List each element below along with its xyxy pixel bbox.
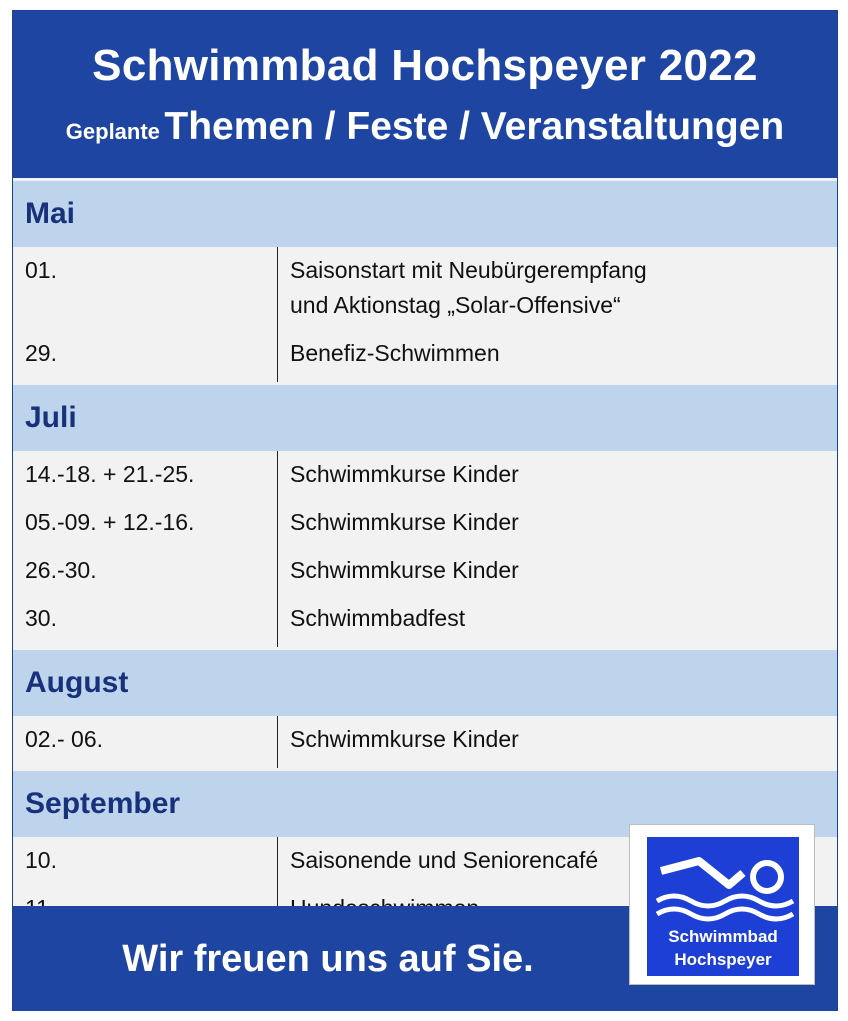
event-date: 29. [25,340,57,366]
event-description [290,843,598,878]
event-line: und Aktionstag „Solar-Offensive“ [290,292,621,318]
event-description [290,253,647,323]
logo-badge [647,837,799,976]
event-date: 26.-30. [25,557,97,583]
logo-text-line2: Hochspeyer [674,950,772,969]
event-line: Schwimmkurse Kinder [290,461,519,487]
logo-text-line1: Schwimmbad [668,927,778,946]
column-divider [277,451,278,647]
event-description [290,457,519,492]
month-events [13,247,837,382]
month-header: Mai [13,181,837,247]
event-line: Benefiz-Schwimmen [290,340,500,366]
event-description [290,505,519,540]
poster-title: Schwimmbad Hochspeyer 2022 [92,41,758,90]
event-line: Schwimmbadfest [290,605,466,631]
header-banner [13,11,837,178]
footer-text: Wir freuen uns auf Sie. [122,938,534,980]
logo [629,824,815,985]
event-date: 14.-18. + 21.-25. [25,461,195,487]
event-line: Schwimmkurse Kinder [290,726,519,752]
poster-subtitle [13,105,837,149]
event-line: Saisonende und Seniorencafé [290,847,599,873]
month-header: September [13,771,837,837]
subtitle-prefix: Geplante [65,119,160,144]
column-divider [277,716,278,768]
subtitle-main: Themen / Feste / Veranstaltungen [164,105,785,148]
month-header: August [13,650,837,716]
event-date: 10. [25,847,57,873]
event-date: 01. [25,257,57,283]
event-date: 30. [25,605,57,631]
event-date: 02.- 06. [25,726,103,752]
event-description [290,553,519,588]
column-divider [277,247,278,382]
event-line: Saisonstart mit Neubürgerempfang [290,257,647,283]
event-line: Schwimmkurse Kinder [290,557,519,583]
month-header: Juli [13,385,837,451]
month-events [13,716,837,768]
event-description [290,601,465,636]
month-events [13,451,837,647]
event-description [290,336,500,371]
event-description [290,722,519,757]
event-date: 05.-09. + 12.-16. [25,509,195,535]
event-line: Schwimmkurse Kinder [290,509,519,535]
